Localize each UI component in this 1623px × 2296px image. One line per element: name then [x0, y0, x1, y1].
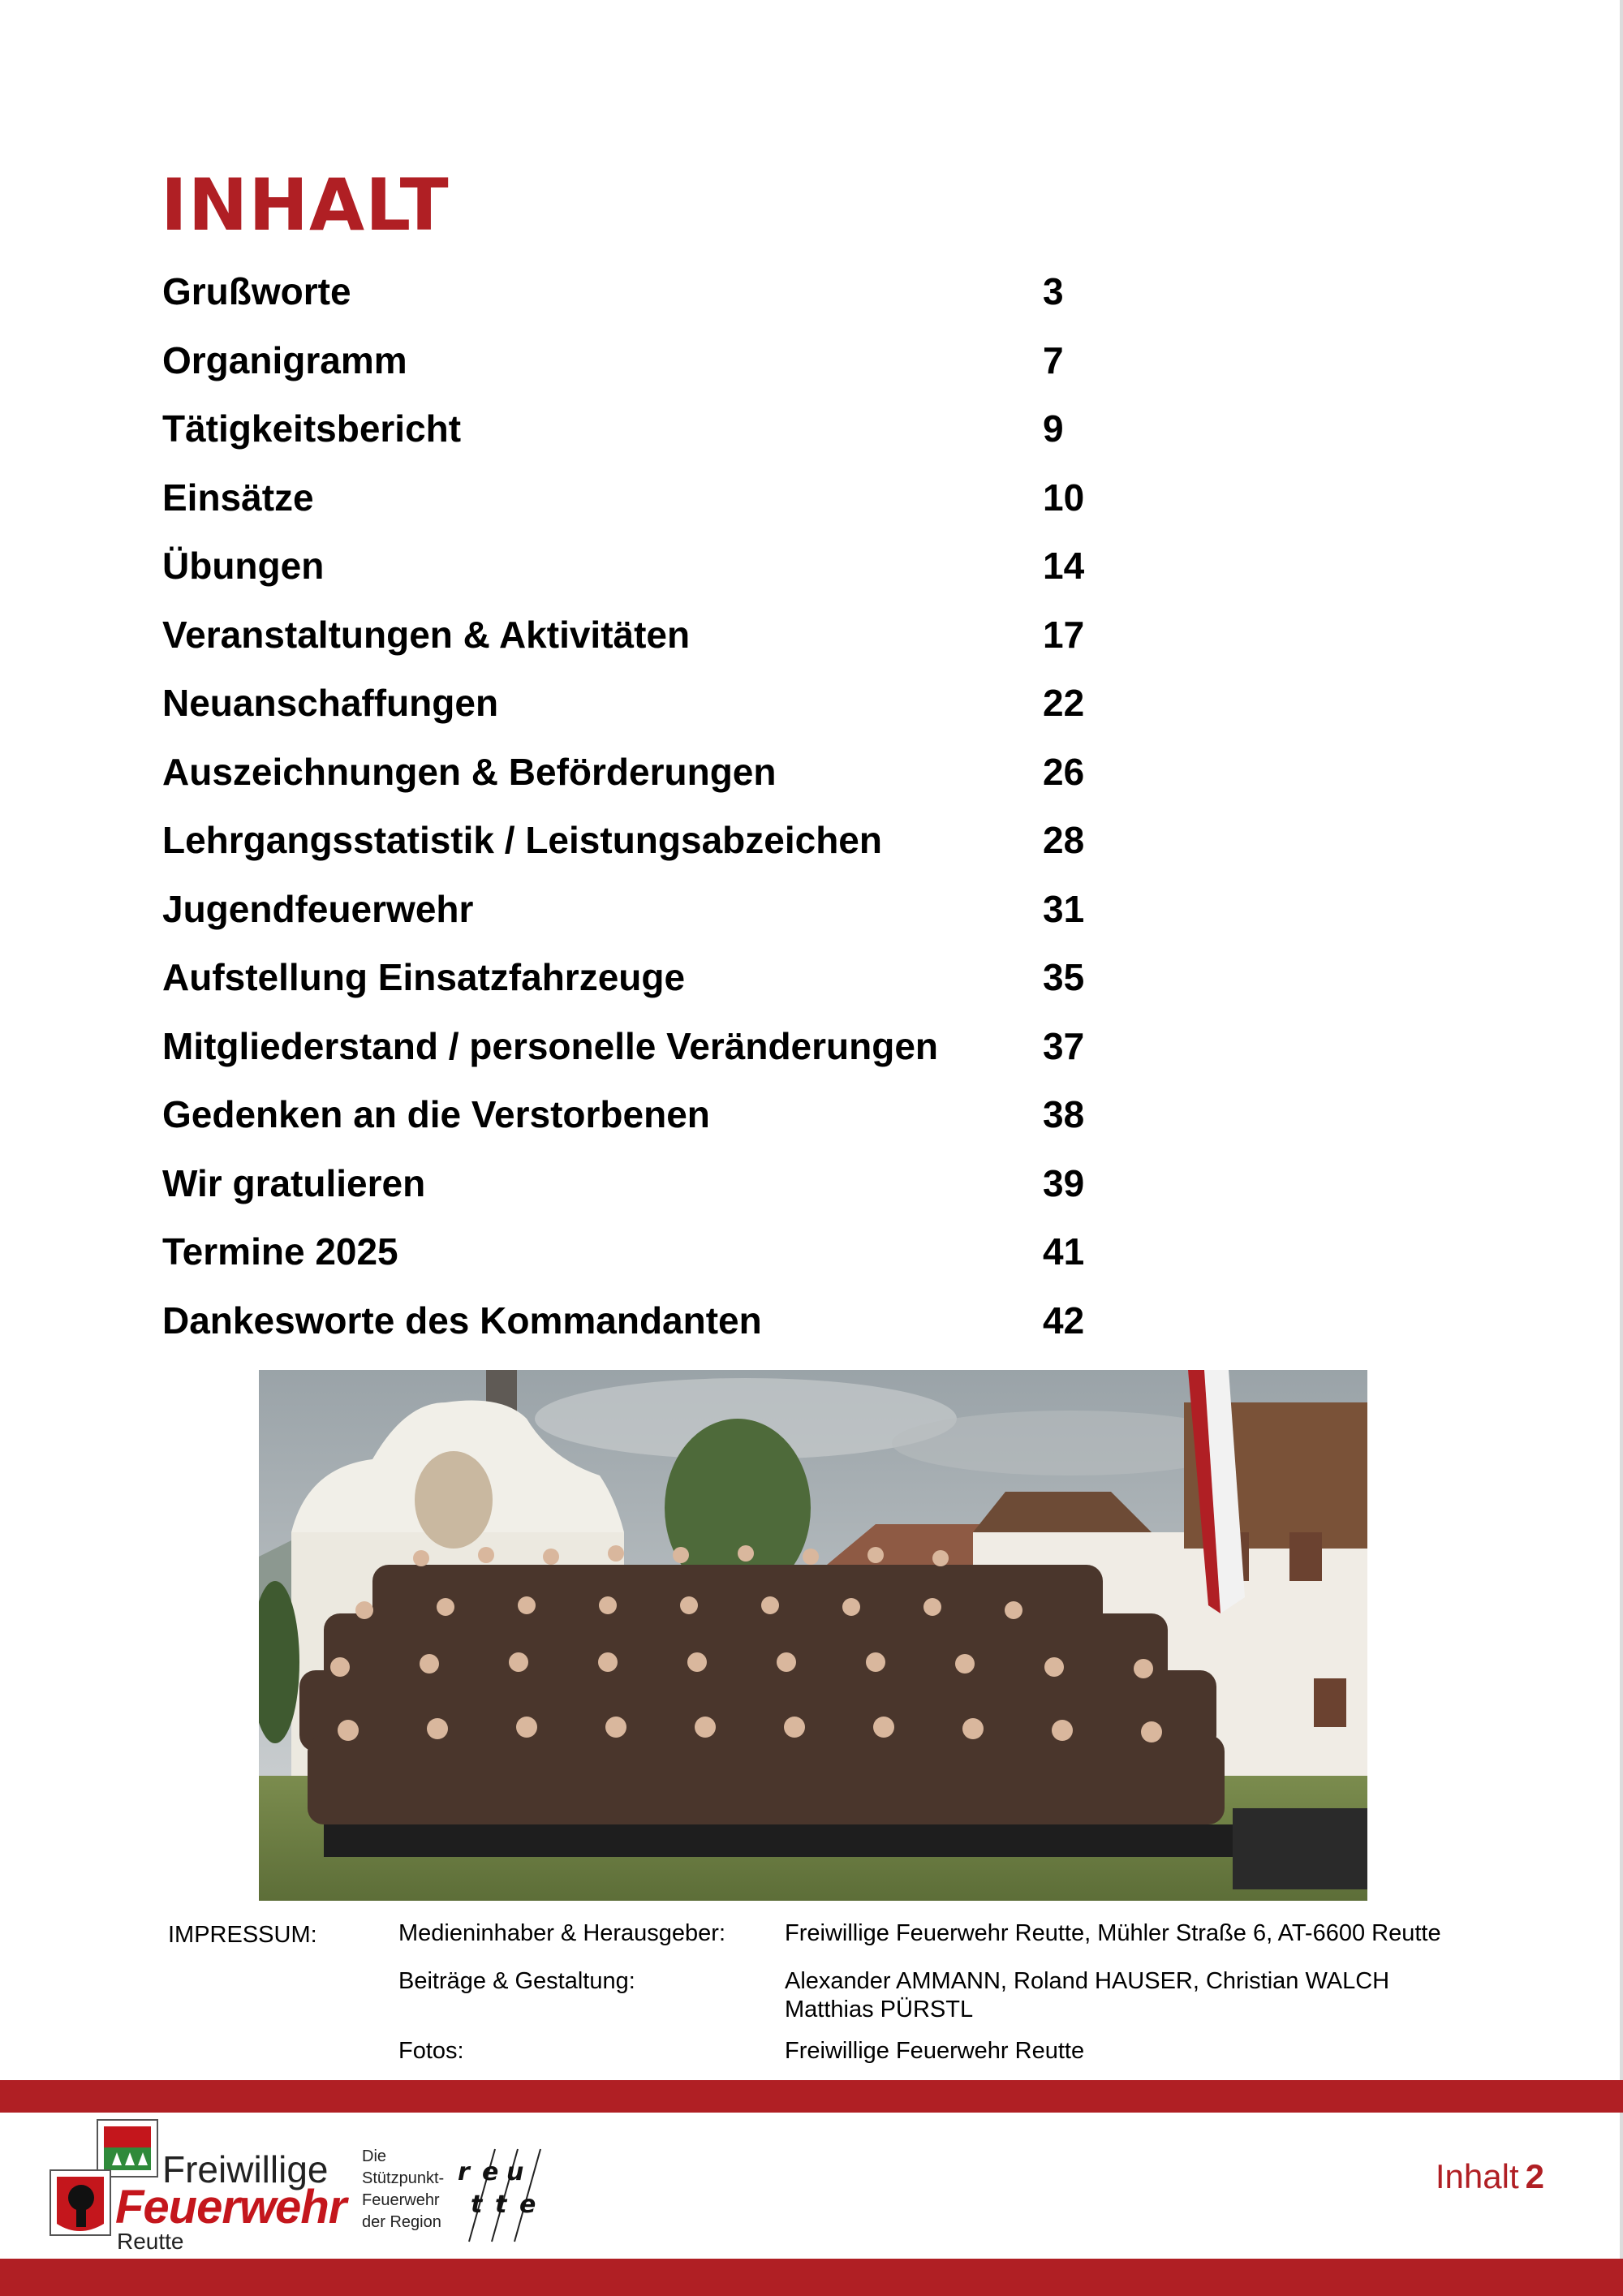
region-text-line: Die — [362, 2147, 387, 2165]
toc-entry[interactable] — [162, 538, 1136, 607]
logo-text-reutte: Reutte — [117, 2229, 184, 2254]
group-photo-illustration — [259, 1370, 1367, 1901]
toc-page-number: 35 — [1043, 956, 1085, 998]
impressum-value-line: Freiwillige Feuerwehr Reutte — [785, 2038, 1085, 2064]
feuerwehr-logo — [47, 2117, 347, 2256]
impressum-value-line: Matthias PÜRSTL — [785, 1997, 974, 2022]
impressum-value — [785, 1967, 1596, 2024]
toc-entry[interactable] — [162, 264, 1136, 333]
toc-page-number: 14 — [1043, 545, 1085, 587]
toc-page-number: 9 — [1043, 407, 1064, 450]
toc-page-number: 41 — [1043, 1230, 1085, 1273]
toc-label: Gedenken an die Verstorbenen — [162, 1093, 710, 1135]
toc-label: Termine 2025 — [162, 1230, 398, 1273]
region-logo — [362, 2146, 565, 2243]
footer-bar-top — [0, 2080, 1623, 2113]
toc-label: Neuanschaffungen — [162, 682, 499, 724]
toc-label: Tätigkeitsbericht — [162, 407, 462, 450]
toc-entry[interactable] — [162, 1224, 1136, 1293]
toc-entry[interactable] — [162, 812, 1136, 881]
toc-entry[interactable] — [162, 470, 1136, 539]
toc-label: Übungen — [162, 545, 325, 587]
impressum-value — [785, 1919, 1596, 1948]
toc-label: Aufstellung Einsatzfahrzeuge — [162, 956, 686, 998]
page-title: INHALT — [161, 163, 450, 247]
toc-page-number: 3 — [1043, 270, 1064, 312]
toc-page-number: 39 — [1043, 1161, 1085, 1204]
footer-page-indicator — [1436, 2157, 1544, 2196]
reutte-mark-letter: e — [482, 2158, 499, 2186]
region-text-line: Stützpunkt- — [362, 2169, 445, 2187]
impressum-value-line: Freiwillige Feuerwehr Reutte, Mühler Straße 6, AT-6600 Reutte — [785, 1920, 1441, 1946]
footer-section-name: Inhalt — [1435, 2157, 1519, 2195]
toc-label: Mitgliederstand / personelle Veränderungen — [162, 1024, 939, 1067]
toc-label: Einsätze — [162, 476, 314, 519]
toc-entry[interactable] — [162, 333, 1136, 402]
page-edge — [1620, 0, 1623, 2296]
toc-page-number: 37 — [1043, 1024, 1085, 1067]
toc-page-number: 31 — [1043, 887, 1085, 930]
impressum-key: Fotos: — [398, 2038, 464, 2064]
toc-label: Lehrgangsstatistik / Leistungsabzeichen — [162, 819, 882, 861]
toc-entry[interactable] — [162, 1156, 1136, 1225]
group-photo — [259, 1370, 1367, 1901]
logo-text-feuerwehr: Feuerwehr — [115, 2181, 347, 2234]
table-of-contents — [162, 264, 1136, 1361]
toc-label: Wir gratulieren — [162, 1161, 426, 1204]
toc-label: Auszeichnungen & Beförderungen — [162, 750, 777, 793]
reutte-mark-letter: t — [495, 2190, 507, 2219]
toc-entry[interactable] — [162, 950, 1136, 1019]
toc-page-number: 17 — [1043, 613, 1085, 656]
logo-text-freiwillige: Freiwillige — [162, 2148, 329, 2190]
toc-label: Veranstaltungen & Aktivitäten — [162, 613, 691, 656]
impressum-value — [785, 2037, 1596, 2066]
region-text-line: Feuerwehr — [362, 2191, 440, 2209]
region-text — [362, 2146, 444, 2234]
toc-entry[interactable] — [162, 744, 1136, 813]
toc-label: Jugendfeuerwehr — [162, 887, 474, 930]
toc-page-number: 10 — [1043, 476, 1085, 519]
reutte-mark-letter: u — [506, 2158, 524, 2186]
toc-page-number: 22 — [1043, 682, 1085, 724]
toc-entry[interactable] — [162, 607, 1136, 676]
toc-label: Grußworte — [162, 270, 351, 312]
toc-page-number: 38 — [1043, 1093, 1085, 1135]
toc-page-number: 26 — [1043, 750, 1085, 793]
toc-entry[interactable] — [162, 401, 1136, 470]
toc-entry[interactable] — [162, 1293, 1136, 1362]
reutte-mark-letter: e — [519, 2190, 536, 2219]
toc-page-number: 28 — [1043, 819, 1085, 861]
impressum-value-line: Alexander AMMANN, Roland HAUSER, Christian WALCH — [785, 1968, 1390, 1994]
impressum-key: Beiträge & Gestaltung: — [398, 1968, 635, 1994]
reutte-mark-icon — [453, 2146, 550, 2243]
toc-label: Organigramm — [162, 338, 407, 381]
impressum-key: Medieninhaber & Herausgeber: — [398, 1920, 726, 1946]
impressum-label: IMPRESSUM: — [168, 1922, 317, 1948]
toc-page-number: 7 — [1043, 338, 1064, 381]
reutte-mark-letter: r — [458, 2158, 470, 2186]
toc-entry[interactable] — [162, 675, 1136, 744]
toc-entry[interactable] — [162, 881, 1136, 950]
region-text-line: der Region — [362, 2213, 441, 2231]
footer-page-number: 2 — [1525, 2157, 1544, 2195]
toc-label: Dankesworte des Kommandanten — [162, 1299, 762, 1342]
toc-entry[interactable] — [162, 1019, 1136, 1088]
reutte-mark-letter: t — [471, 2190, 483, 2219]
toc-entry[interactable] — [162, 1087, 1136, 1156]
toc-page-number: 42 — [1043, 1299, 1085, 1342]
footer-bar-bottom — [0, 2259, 1623, 2296]
